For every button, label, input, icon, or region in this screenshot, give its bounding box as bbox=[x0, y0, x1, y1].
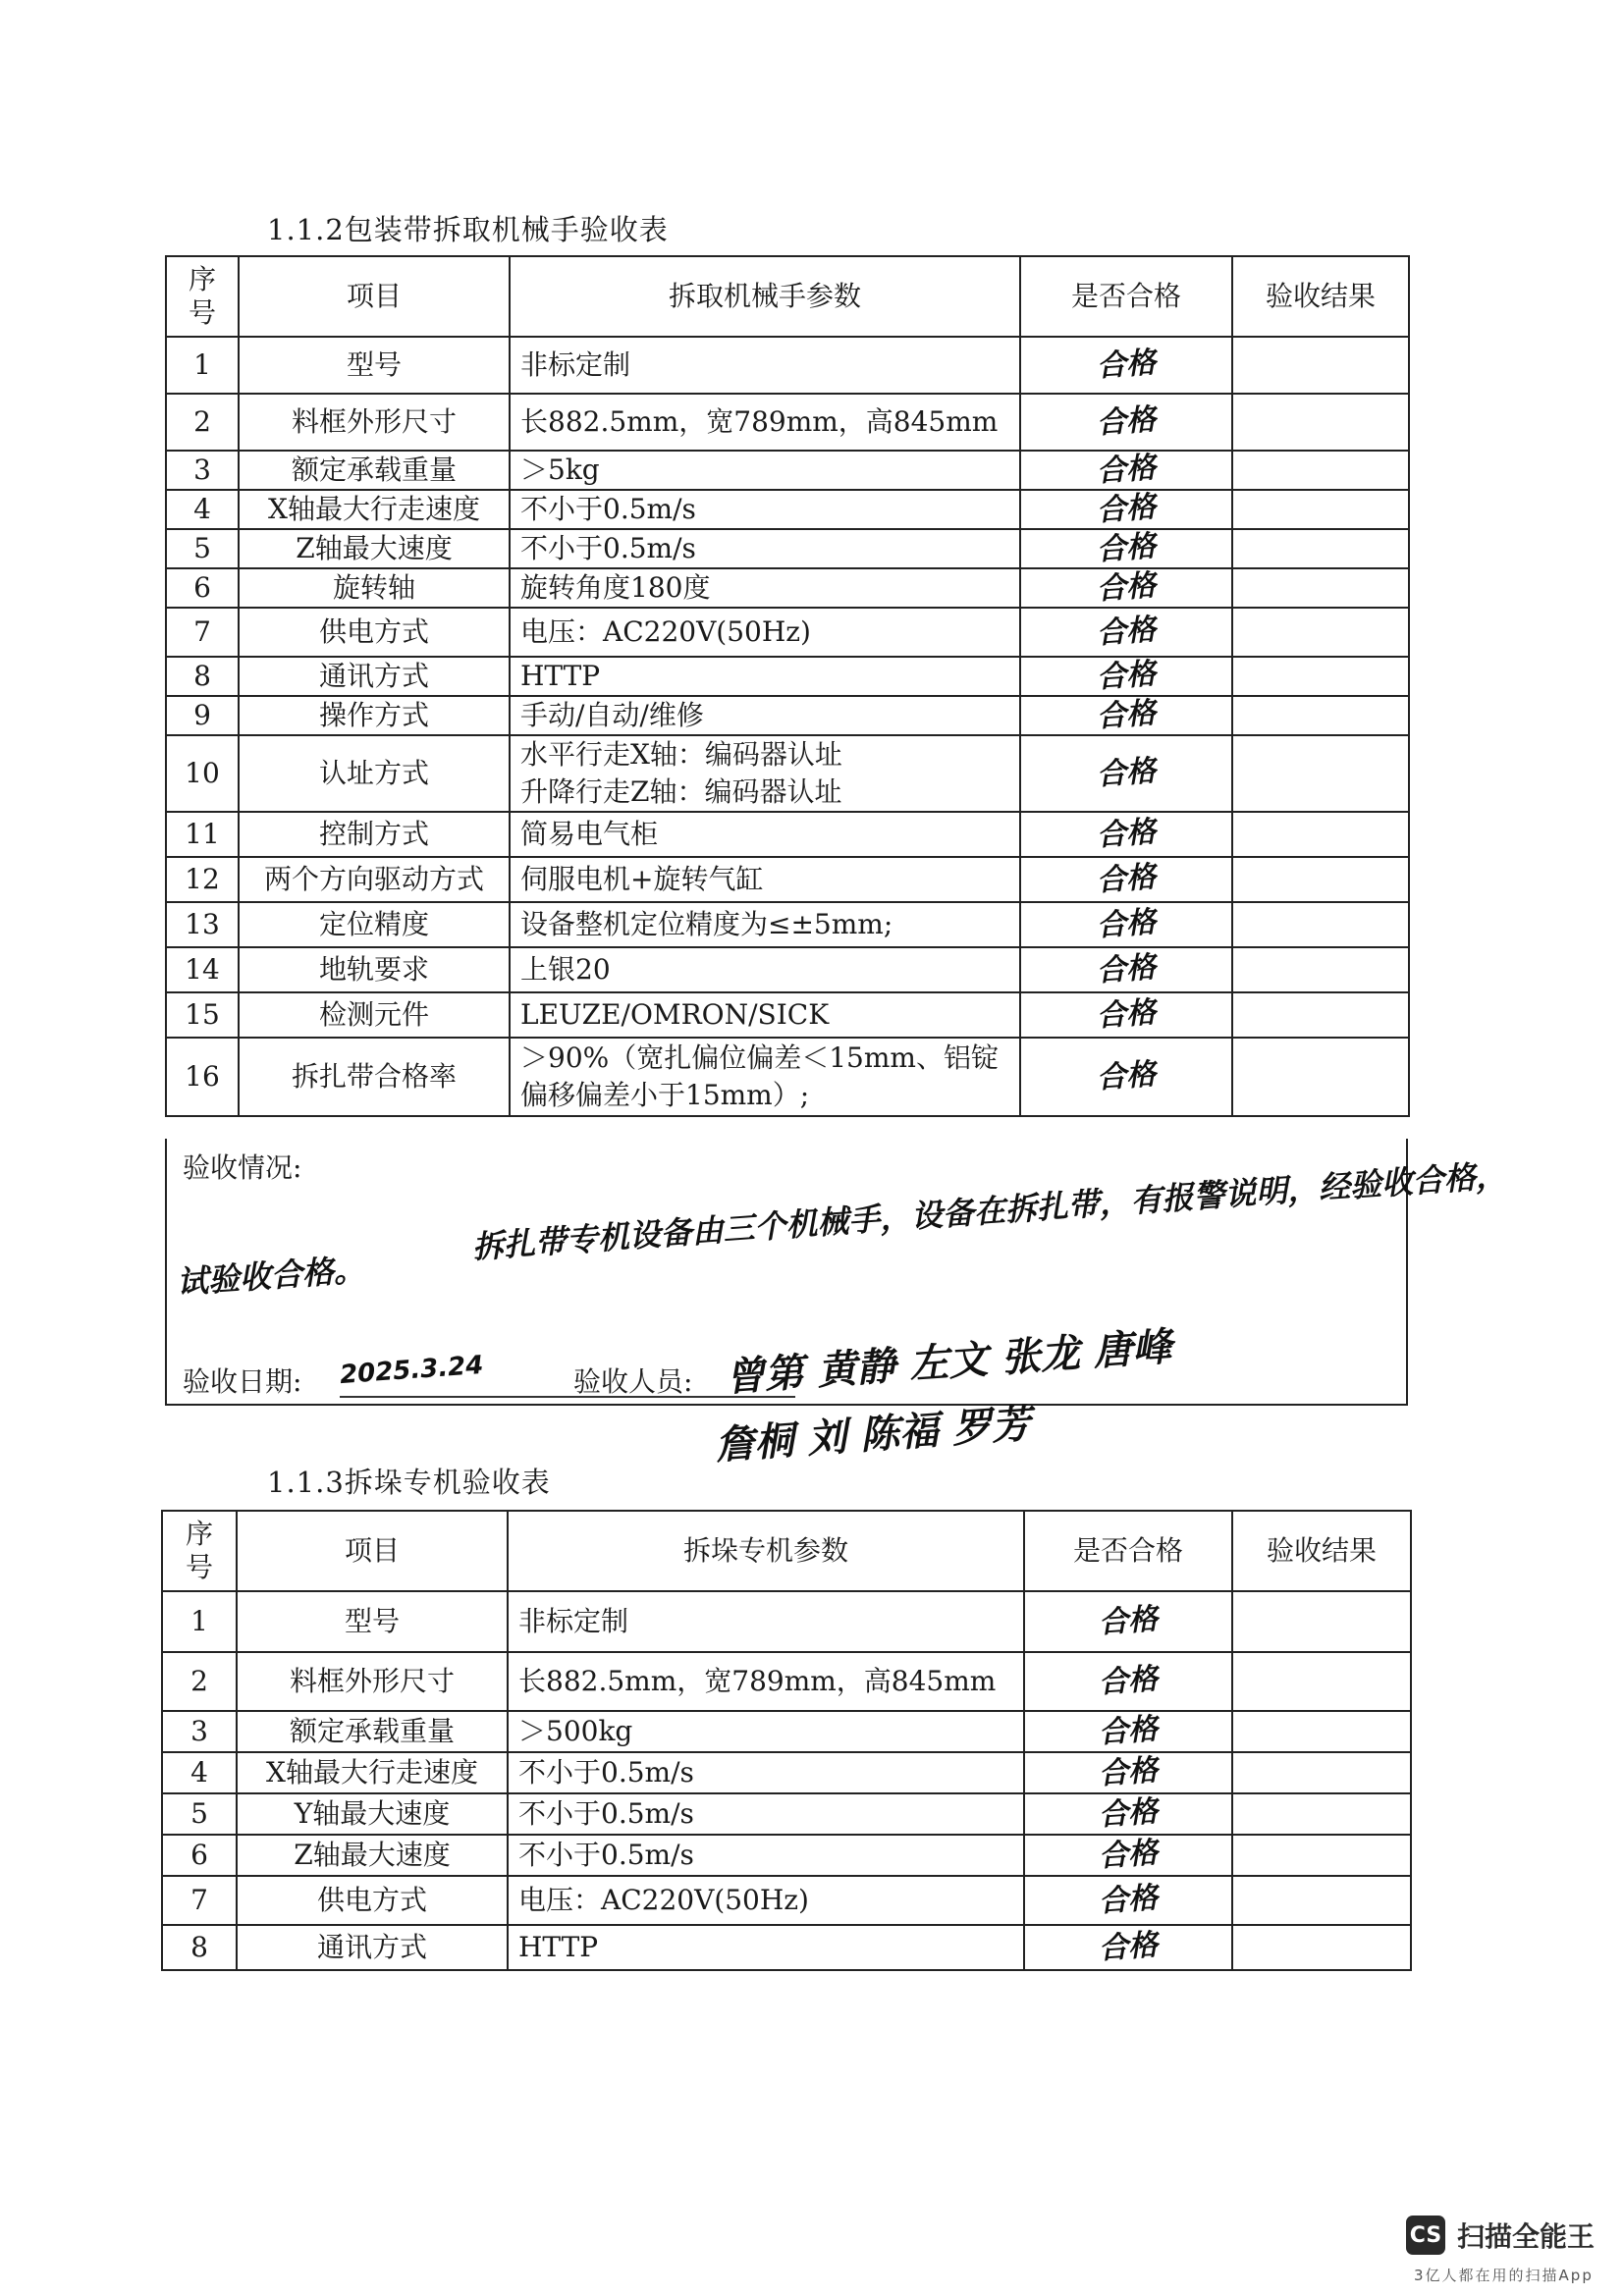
row-item: Z轴最大速度 bbox=[237, 1835, 508, 1876]
row-number: 14 bbox=[166, 947, 239, 992]
row-result bbox=[1232, 657, 1409, 696]
table-row bbox=[166, 696, 1409, 735]
row-param: 非标定制 bbox=[510, 337, 1020, 394]
table2-title: 1.1.3拆垛专机验收表 bbox=[267, 1466, 551, 1499]
row-item: 料框外形尺寸 bbox=[237, 1652, 508, 1711]
row-param: 电压：AC220V(50Hz) bbox=[510, 608, 1020, 657]
row-param: 不小于0.5m/s bbox=[508, 1793, 1024, 1835]
row-pass-signature: 合格 bbox=[1020, 529, 1232, 568]
row-param: 不小于0.5m/s bbox=[510, 490, 1020, 529]
row-result bbox=[1232, 947, 1409, 992]
row-number: 10 bbox=[166, 735, 239, 812]
table-row bbox=[162, 1793, 1411, 1835]
row-param: ＞5kg bbox=[510, 451, 1020, 490]
row-result bbox=[1232, 1038, 1409, 1116]
table-row bbox=[166, 394, 1409, 451]
row-result bbox=[1232, 1711, 1411, 1752]
row-result bbox=[1232, 490, 1409, 529]
row-param: LEUZE/OMRON/SICK bbox=[510, 992, 1020, 1038]
acceptance-table-2 bbox=[161, 1510, 1412, 1971]
row-result bbox=[1232, 857, 1409, 902]
row-result bbox=[1232, 1652, 1411, 1711]
row-number: 3 bbox=[162, 1711, 237, 1752]
row-number: 5 bbox=[162, 1793, 237, 1835]
row-pass-signature: 合格 bbox=[1024, 1652, 1232, 1711]
table-row bbox=[166, 451, 1409, 490]
row-param: HTTP bbox=[508, 1925, 1024, 1970]
row-item: 额定承载重量 bbox=[237, 1711, 508, 1752]
row-pass-signature: 合格 bbox=[1024, 1835, 1232, 1876]
table-row bbox=[162, 1876, 1411, 1925]
table-row bbox=[166, 857, 1409, 902]
row-number: 6 bbox=[162, 1835, 237, 1876]
row-param: 水平行走X轴：编码器认址 升降行走Z轴：编码器认址 bbox=[510, 735, 1020, 812]
date-value: 2025.3.24 bbox=[339, 1350, 485, 1391]
table-row bbox=[166, 947, 1409, 992]
row-number: 6 bbox=[166, 568, 239, 608]
row-number: 5 bbox=[166, 529, 239, 568]
row-param: 手动/自动/维修 bbox=[510, 696, 1020, 735]
row-item: 两个方向驱动方式 bbox=[239, 857, 510, 902]
row-result bbox=[1232, 735, 1409, 812]
header-no: 序号 bbox=[162, 1511, 237, 1591]
row-param: 不小于0.5m/s bbox=[508, 1752, 1024, 1793]
row-result bbox=[1232, 1835, 1411, 1876]
table-row bbox=[166, 992, 1409, 1038]
row-result bbox=[1232, 568, 1409, 608]
table2-body bbox=[162, 1591, 1411, 1970]
acceptance-table-1 bbox=[165, 255, 1410, 1117]
scanner-logo bbox=[1406, 2216, 1595, 2255]
row-pass-signature: 合格 bbox=[1020, 947, 1232, 992]
row-item: 控制方式 bbox=[239, 812, 510, 857]
row-number: 4 bbox=[166, 490, 239, 529]
row-param: 长882.5mm，宽789mm，高845mm bbox=[510, 394, 1020, 451]
logo-text: 扫描全能王 bbox=[1457, 2220, 1596, 2253]
table1-body bbox=[166, 337, 1409, 1116]
row-item: 料框外形尺寸 bbox=[239, 394, 510, 451]
table-row bbox=[166, 812, 1409, 857]
row-item: 地轨要求 bbox=[239, 947, 510, 992]
row-param: ＞500kg bbox=[508, 1711, 1024, 1752]
row-param: 电压：AC220V(50Hz) bbox=[508, 1876, 1024, 1925]
row-number: 7 bbox=[166, 608, 239, 657]
staff-signatures: 曾第 黄静 左文 张龙 唐峰 bbox=[724, 1324, 1173, 1401]
table-row bbox=[162, 1925, 1411, 1970]
row-pass-signature: 合格 bbox=[1020, 696, 1232, 735]
header-item: 项目 bbox=[237, 1511, 508, 1591]
row-result bbox=[1232, 1876, 1411, 1925]
row-item: 认址方式 bbox=[239, 735, 510, 812]
row-number: 1 bbox=[162, 1591, 237, 1652]
row-item: 通讯方式 bbox=[237, 1925, 508, 1970]
row-item: 检测元件 bbox=[239, 992, 510, 1038]
row-result bbox=[1232, 1925, 1411, 1970]
row-item: 操作方式 bbox=[239, 696, 510, 735]
row-pass-signature: 合格 bbox=[1020, 568, 1232, 608]
header-no: 序号 bbox=[166, 256, 239, 337]
row-number: 16 bbox=[166, 1038, 239, 1116]
row-item: 拆扎带合格率 bbox=[239, 1038, 510, 1116]
row-item: 通讯方式 bbox=[239, 657, 510, 696]
row-pass-signature: 合格 bbox=[1020, 735, 1232, 812]
summary-handwriting: 拆扎带专机设备由三个机械手，设备在拆扎带，有报警说明，经验收合格， 试验收合格。 bbox=[175, 1155, 1508, 1302]
row-item: 旋转轴 bbox=[239, 568, 510, 608]
row-param: HTTP bbox=[510, 657, 1020, 696]
row-pass-signature: 合格 bbox=[1020, 608, 1232, 657]
row-pass-signature: 合格 bbox=[1024, 1793, 1232, 1835]
summary-label: 验收情况: bbox=[183, 1151, 302, 1184]
table-row bbox=[166, 529, 1409, 568]
row-number: 12 bbox=[166, 857, 239, 902]
table-row bbox=[166, 902, 1409, 947]
row-item: Z轴最大速度 bbox=[239, 529, 510, 568]
row-param: 简易电气柜 bbox=[510, 812, 1020, 857]
row-pass-signature: 合格 bbox=[1024, 1752, 1232, 1793]
row-number: 2 bbox=[162, 1652, 237, 1711]
row-item: 供电方式 bbox=[239, 608, 510, 657]
table-row bbox=[166, 735, 1409, 812]
header-item: 项目 bbox=[239, 256, 510, 337]
row-result bbox=[1232, 451, 1409, 490]
row-pass-signature: 合格 bbox=[1020, 490, 1232, 529]
row-item: 型号 bbox=[239, 337, 510, 394]
table-row bbox=[166, 337, 1409, 394]
row-param: 设备整机定位精度为≤±5mm; bbox=[510, 902, 1020, 947]
row-result bbox=[1232, 902, 1409, 947]
row-param: 不小于0.5m/s bbox=[510, 529, 1020, 568]
table-row bbox=[162, 1652, 1411, 1711]
row-number: 1 bbox=[166, 337, 239, 394]
row-result bbox=[1232, 394, 1409, 451]
header-result: 验收结果 bbox=[1232, 256, 1409, 337]
staff-label: 验收人员: bbox=[573, 1365, 693, 1398]
row-item: 型号 bbox=[237, 1591, 508, 1652]
row-param: ＞90%（宽扎偏位偏差＜15mm、铝锭 偏移偏差小于15mm）; bbox=[510, 1038, 1020, 1116]
row-pass-signature: 合格 bbox=[1020, 451, 1232, 490]
row-param: 非标定制 bbox=[508, 1591, 1024, 1652]
table-row bbox=[162, 1835, 1411, 1876]
row-param: 不小于0.5m/s bbox=[508, 1835, 1024, 1876]
row-result bbox=[1232, 1793, 1411, 1835]
row-number: 7 bbox=[162, 1876, 237, 1925]
row-pass-signature: 合格 bbox=[1020, 394, 1232, 451]
row-result bbox=[1232, 992, 1409, 1038]
row-pass-signature: 合格 bbox=[1020, 857, 1232, 902]
table-row bbox=[162, 1711, 1411, 1752]
row-param: 旋转角度180度 bbox=[510, 568, 1020, 608]
row-number: 4 bbox=[162, 1752, 237, 1793]
row-param: 长882.5mm，宽789mm，高845mm bbox=[508, 1652, 1024, 1711]
table1-title: 1.1.2包装带拆取机械手验收表 bbox=[267, 213, 669, 246]
row-result bbox=[1232, 1591, 1411, 1652]
row-pass-signature: 合格 bbox=[1024, 1711, 1232, 1752]
row-number: 11 bbox=[166, 812, 239, 857]
row-pass-signature: 合格 bbox=[1024, 1591, 1232, 1652]
table-row bbox=[166, 568, 1409, 608]
row-pass-signature: 合格 bbox=[1020, 992, 1232, 1038]
row-result bbox=[1232, 608, 1409, 657]
table-row bbox=[166, 1038, 1409, 1116]
row-item: X轴最大行走速度 bbox=[237, 1752, 508, 1793]
table-row bbox=[166, 608, 1409, 657]
staff-signatures-2: 詹桐 刘 陈福 罗芳 bbox=[714, 1401, 1033, 1469]
row-item: 额定承载重量 bbox=[239, 451, 510, 490]
date-label: 验收日期: bbox=[183, 1365, 302, 1398]
cs-logo-icon: CS bbox=[1406, 2216, 1445, 2255]
row-result bbox=[1232, 696, 1409, 735]
row-param: 伺服电机+旋转气缸 bbox=[510, 857, 1020, 902]
row-item: 定位精度 bbox=[239, 902, 510, 947]
table-row bbox=[166, 657, 1409, 696]
header-param: 拆垛专机参数 bbox=[508, 1511, 1024, 1591]
row-number: 15 bbox=[166, 992, 239, 1038]
row-number: 2 bbox=[166, 394, 239, 451]
table-row bbox=[162, 1591, 1411, 1652]
row-pass-signature: 合格 bbox=[1020, 1038, 1232, 1116]
acceptance-summary bbox=[165, 1139, 1508, 1406]
header-result: 验收结果 bbox=[1232, 1511, 1411, 1591]
row-item: Y轴最大速度 bbox=[237, 1793, 508, 1835]
row-number: 8 bbox=[162, 1925, 237, 1970]
row-result bbox=[1232, 529, 1409, 568]
row-result bbox=[1232, 1752, 1411, 1793]
row-number: 8 bbox=[166, 657, 239, 696]
header-param: 拆取机械手参数 bbox=[510, 256, 1020, 337]
table-row bbox=[162, 1752, 1411, 1793]
table-row bbox=[166, 490, 1409, 529]
row-item: X轴最大行走速度 bbox=[239, 490, 510, 529]
row-result bbox=[1232, 337, 1409, 394]
row-pass-signature: 合格 bbox=[1020, 812, 1232, 857]
row-pass-signature: 合格 bbox=[1024, 1876, 1232, 1925]
row-pass-signature: 合格 bbox=[1020, 902, 1232, 947]
row-param: 上银20 bbox=[510, 947, 1020, 992]
row-pass-signature: 合格 bbox=[1024, 1925, 1232, 1970]
row-pass-signature: 合格 bbox=[1020, 657, 1232, 696]
header-pass: 是否合格 bbox=[1024, 1511, 1232, 1591]
logo-subtitle: 3亿人都在用的扫描App bbox=[1414, 2267, 1594, 2284]
header-pass: 是否合格 bbox=[1020, 256, 1232, 337]
row-item: 供电方式 bbox=[237, 1876, 508, 1925]
row-number: 3 bbox=[166, 451, 239, 490]
row-number: 13 bbox=[166, 902, 239, 947]
row-pass-signature: 合格 bbox=[1020, 337, 1232, 394]
row-number: 9 bbox=[166, 696, 239, 735]
row-result bbox=[1232, 812, 1409, 857]
